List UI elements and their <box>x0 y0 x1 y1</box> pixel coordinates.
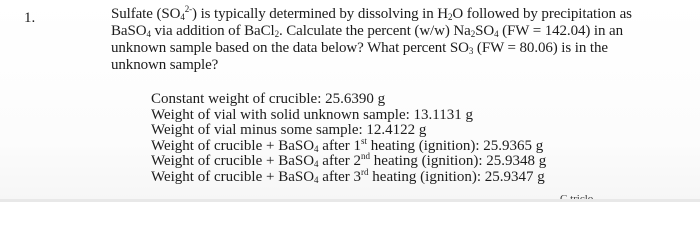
subscript: 4 <box>180 12 185 22</box>
superscript: st <box>361 135 368 146</box>
question-line: unknown sample based on the data below? What percent $SO_3$ (FW = 80.06) is in the <box>111 40 608 56</box>
experimental-data <box>151 92 691 186</box>
data-line: Weight of vial minus some sample: 12.4122 g <box>151 122 427 139</box>
subscript: 4 <box>314 174 319 185</box>
subscript: 4 <box>146 29 151 39</box>
subscript: 2 <box>470 29 476 39</box>
problem-number: 1. <box>24 10 36 26</box>
subscript: 3 <box>468 46 474 56</box>
scan-edge <box>0 199 700 202</box>
question-line: unknown sample? <box>111 57 219 73</box>
data-line: Weight of crucible + BaSO$_4$ after 2nd heating (ignition): 25.9348 g <box>151 151 547 170</box>
subscript: 4 <box>314 159 319 170</box>
superscript: nd <box>361 151 371 162</box>
superscript: rd <box>361 166 369 177</box>
subscript: 4 <box>314 143 319 154</box>
superscript: 2- <box>184 4 193 14</box>
problem-question <box>111 6 686 74</box>
question-line: Sulfate $(SO_4^{2-})$ is typically determined by dissolving in $H_2O$ followed by precipitation as <box>111 4 632 22</box>
data-line: Weight of vial with solid unknown sample: 13.1131 g <box>151 106 473 123</box>
subscript: 2 <box>448 12 453 22</box>
data-line: Weight of crucible + BaSO$_4$ after 1st heating (ignition): 25.9365 g <box>151 135 544 154</box>
subscript: 2 <box>274 29 279 39</box>
subscript: 4 <box>494 29 499 39</box>
question-line: BaSO$_4$ via addition of BaCl$_2$. Calculate the percent (w/w) $Na_2SO_4$ (FW = 142.04) in an <box>111 23 623 39</box>
data-line: Weight of crucible + BaSO$_4$ after 3rd heating (ignition): 25.9347 g <box>151 166 545 185</box>
data-line: Constant weight of crucible: 25.6390 g <box>151 91 386 107</box>
